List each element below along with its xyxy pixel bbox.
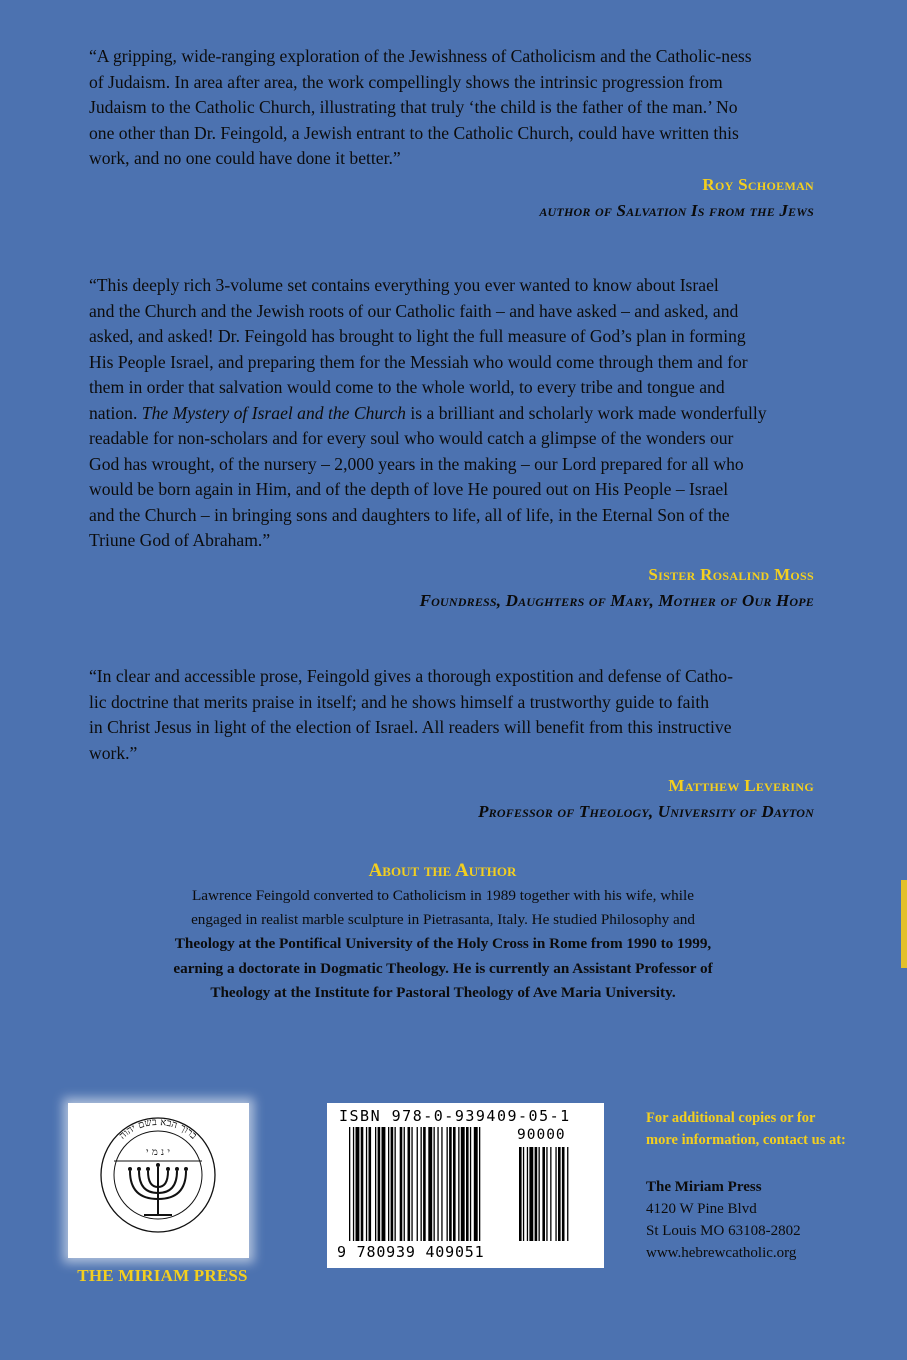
barcode-bar xyxy=(550,1147,551,1241)
barcode-bar xyxy=(567,1147,568,1241)
barcode-bar xyxy=(395,1127,396,1241)
quote-roy-schoeman xyxy=(89,44,815,172)
quote-credit: author of Salvation Is from the Jews xyxy=(539,201,814,220)
barcode-bar xyxy=(542,1147,545,1241)
barcode-bar xyxy=(378,1127,381,1241)
contact-lead: For additional copies or for xyxy=(646,1110,816,1126)
barcode-bar xyxy=(417,1127,418,1241)
about-line: earning a doctorate in Dogmatic Theology. He is currently an Assistant Professor of xyxy=(173,959,713,977)
about-line: Theology at the Institute for Pastoral Theology of Ave Maria University. xyxy=(210,983,676,1001)
barcode-bar xyxy=(411,1127,412,1241)
quote-author: Matthew Levering xyxy=(668,776,814,795)
barcode-bar xyxy=(349,1127,350,1241)
barcode-bar xyxy=(470,1127,471,1241)
spine-edge-mark xyxy=(901,880,907,968)
barcode-bar xyxy=(388,1127,389,1241)
about-line: engaged in realist marble sculpture in Pietrasanta, Italy. He studied Philosophy and xyxy=(191,911,695,929)
barcode-bar xyxy=(441,1127,442,1241)
barcode-bar xyxy=(539,1147,540,1241)
barcode-bar xyxy=(529,1147,533,1241)
barcode-bar xyxy=(434,1127,435,1241)
barcode-bar xyxy=(555,1147,556,1241)
logo-hebrew-arc: ברוך הבא בשם יהוה xyxy=(117,1116,199,1142)
barcode-bar xyxy=(562,1147,565,1241)
publisher-logo xyxy=(68,1103,249,1258)
barcode-bar xyxy=(466,1127,469,1241)
quote-line: and the Church and the Jewish roots of our Catholic faith – and have asked – and asked, and xyxy=(89,300,739,321)
barcode-bar xyxy=(558,1147,561,1241)
barcode-bar xyxy=(453,1127,456,1241)
barcode-bar xyxy=(366,1127,367,1241)
quote-line: His People Israel, and preparing them for the Messiah who would come through them and for xyxy=(89,351,748,372)
quote-line: Triune God of Abraham.” xyxy=(89,530,271,550)
barcode-bar xyxy=(458,1127,459,1241)
barcode-bar xyxy=(523,1147,524,1241)
quote-line: one other than Dr. Feingold, a Jewish entrant to the Catholic Church, could have written this xyxy=(89,122,739,143)
quote-line: work.” xyxy=(89,742,138,763)
barcode-bar xyxy=(400,1127,403,1241)
quote-credit: Professor of Theology, University of Dayton xyxy=(478,802,814,821)
quote-line: would be born again in Him, and of the depth of love He poured out on His People – Israel xyxy=(89,479,729,499)
contact-address: 4120 W Pine Blvd xyxy=(646,1201,757,1217)
quote-matthew-levering xyxy=(89,664,815,766)
about-text xyxy=(110,884,776,1005)
quote-line: work, and no one could have done it better.” xyxy=(89,148,401,168)
barcode-bar xyxy=(479,1127,480,1241)
contact-name: The Miriam Press xyxy=(646,1179,762,1195)
barcode-bar xyxy=(391,1127,394,1241)
barcode-bar xyxy=(423,1127,426,1241)
quote-line: “A gripping, wide-ranging exploration of the Jewishness of Catholicism and the Catholic-ness xyxy=(89,46,752,66)
barcode-bar xyxy=(382,1127,386,1241)
barcode-bar xyxy=(421,1127,422,1241)
quote-line: “In clear and accessible prose, Feingold gives a thorough expostition and defense of Catho- xyxy=(89,666,733,686)
publisher-name: THE MIRIAM PRESS xyxy=(77,1266,248,1285)
barcode-bar xyxy=(408,1127,411,1241)
quote-text: nation. xyxy=(89,402,142,423)
barcode-bar xyxy=(546,1147,547,1241)
quote-line: asked, and asked! Dr. Feingold has brought to light the full measure of God’s plan in forming xyxy=(89,326,746,346)
barcode-bar xyxy=(404,1127,405,1241)
quote-line: readable for non-scholars and for every soul who would catch a glimpse of the wonders our xyxy=(89,428,734,448)
about-line: Lawrence Feingold converted to Catholicism in 1989 together with his wife, while xyxy=(192,887,694,904)
barcode-bar xyxy=(474,1127,478,1241)
quote-line: and the Church – in bringing sons and daughters to life, all of life, in the Eternal Son of the xyxy=(89,504,730,525)
menorah-icon xyxy=(68,1103,249,1258)
quote-author: Sister Rosalind Moss xyxy=(648,565,814,584)
contact-address: St Louis MO 63108-2802 xyxy=(646,1223,801,1239)
about-heading: About the Author xyxy=(368,860,517,881)
barcode-bar xyxy=(361,1127,364,1241)
about-line: Theology at the Pontifical University of the Holy Cross in Rome from 1990 to 1999, xyxy=(174,935,712,953)
quote-rosalind-moss xyxy=(89,273,815,554)
quote-line: God has wrought, of the nursery – 2,000 years in the making – our Lord prepared for all who xyxy=(89,453,744,474)
barcode-digits: 9 780939 409051 xyxy=(337,1243,485,1261)
barcode-bar xyxy=(527,1147,528,1241)
contact-website[interactable]: www.hebrewcatholic.org xyxy=(646,1245,797,1261)
quote-line: Judaism to the Catholic Church, illustrating that truly ‘the child is the father of the man.’ No xyxy=(89,97,738,117)
svg-text:ברוך הבא בשם יהוה xyxy=(117,1117,199,1142)
contact-block xyxy=(646,1107,886,1264)
barcode-bar xyxy=(356,1127,360,1241)
quote-line: of Judaism. In area after area, the work compellingly shows the intrinsic progression from xyxy=(89,71,723,92)
barcode-bar xyxy=(428,1127,432,1241)
barcode-bar xyxy=(353,1127,354,1241)
barcode-bar xyxy=(375,1127,376,1241)
book-title: The Mystery of Israel and the Church xyxy=(141,402,406,423)
barcode-bar xyxy=(519,1147,522,1241)
barcode-bar xyxy=(369,1127,372,1241)
quote-credit: Foundress, Daughters of Mary, Mother of Our Hope xyxy=(419,591,814,610)
quote-line: in Christ Jesus in light of the election of Israel. All readers will benefit from this instructive xyxy=(89,717,732,737)
quote-text: is a brilliant and scholarly work made wonderfully xyxy=(405,402,767,423)
barcode-bar xyxy=(461,1127,465,1241)
contact-lead: more information, contact us at: xyxy=(646,1132,846,1148)
quote-line: lic doctrine that merits praise in itself; and he shows himself a trustworthy guide to faith xyxy=(89,691,710,712)
isbn-text: ISBN 978-0-939409-05-1 xyxy=(339,1107,571,1125)
quote-author: Roy Schoeman xyxy=(702,175,814,194)
isbn-barcode xyxy=(327,1103,604,1268)
barcode-addon-text: 90000 xyxy=(517,1127,566,1143)
logo-hebrew-letters: י נ מ י xyxy=(146,1147,170,1158)
barcode-bar xyxy=(535,1147,538,1241)
barcode-bar xyxy=(437,1127,438,1241)
quote-line: them in order that salvation would come to the whole world, to every tribe and tongue and xyxy=(89,377,725,397)
quote-line: “This deeply rich 3-volume set contains everything you ever wanted to know about Israel xyxy=(89,275,719,295)
quote-line xyxy=(89,401,815,427)
barcode-bar xyxy=(447,1127,448,1241)
barcode-bar xyxy=(449,1127,452,1241)
